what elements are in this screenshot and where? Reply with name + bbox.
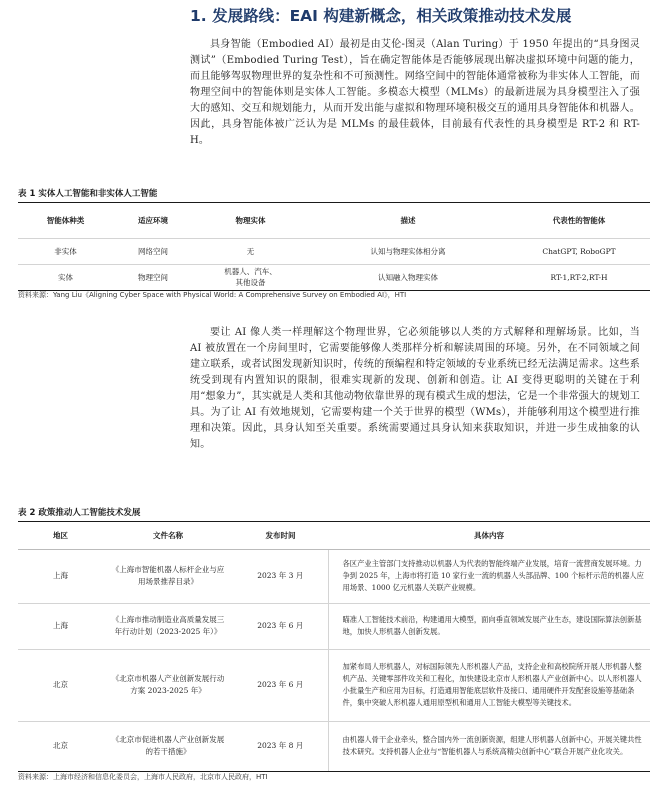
content-cell: 各区产业主管部门支持推动以机器人为代表的智能终端产业发展，培育一流营商发展环境。力争到 2025 年，上海市将打造 10 家行业一流的机器人头部品牌、100 个标杆示范的机器人应用场景、1000 亿元机器人关联产业规模。 — [328, 549, 650, 603]
table-row — [18, 649, 650, 721]
date-cell: 2023 年 6 月 — [233, 649, 328, 721]
date-cell: 2023 年 6 月 — [233, 603, 328, 649]
table-cell: 网络空间 — [113, 238, 193, 264]
table2-header-row — [18, 523, 650, 549]
table1-header-row — [18, 204, 650, 238]
table2-title: 表 2 政策推动人工智能技术发展 — [18, 506, 650, 522]
table-row — [18, 238, 650, 264]
table-cell: 认知与物理实体相分离 — [308, 238, 508, 264]
table1-header: 适应环境 — [138, 216, 168, 226]
table-cell: 物理空间 — [113, 264, 193, 290]
region-cell: 北京 — [18, 649, 103, 721]
table1-header: 代表性的智能体 — [552, 216, 606, 226]
table-cell: 认知融入物理实体 — [308, 264, 508, 290]
table-cell: 实体 — [18, 264, 113, 290]
content-cell: 由机器人骨干企业牵头，整合国内外一流创新资源，组建人形机器人创新中心，开展关键共性技术研究。支持机器人企业与“智能机器人与系统高精尖创新中心”联合开展产业化攻关。 — [328, 721, 650, 771]
table1-title: 表 1 实体人工智能和非实体人工智能 — [18, 187, 650, 203]
table-row — [18, 549, 650, 603]
region-cell: 上海 — [18, 603, 103, 649]
document-cell: 《上海市智能机器人标杆企业与应用场景推荐目录》 — [103, 549, 233, 603]
table1 — [18, 204, 650, 291]
region-cell: 北京 — [18, 721, 103, 771]
table-cell: RT-1,RT-2,RT-H — [508, 264, 650, 290]
table1-header: 智能体种类 — [46, 216, 85, 226]
table2-source: 资料来源：上海市经济和信息化委员会，上海市人民政府，北京市人民政府，HTI — [18, 773, 268, 781]
table2 — [18, 523, 650, 772]
table-row — [18, 721, 650, 771]
table-cell: 无 — [193, 238, 308, 264]
table2-header: 具体内容 — [328, 523, 650, 549]
document-cell: 《北京市促进机器人产业创新发展的若干措施》 — [103, 721, 233, 771]
content-cell: 加紧布局人形机器人，对标国际领先人形机器人产品，支持企业和高校院所开展人形机器人整机产品、关键零部件攻关和工程化，加快建设北京市人形机器人产业创新中心。以人形机器人小批量生产和应用为目标，打造通用智能底层软件及接口、通用硬件开发配套设施等基础条件，集中突破人形机器人通用原型机和通用人工智能大模型等关键技术。 — [328, 649, 650, 721]
content-cell: 瞄准人工智能技术前沿，构建通用大模型，面向垂直领域发展产业生态，建设国际算法创新基地，加快人形机器人创新发展。 — [328, 603, 650, 649]
table2-header: 文件名称 — [103, 523, 233, 549]
table-row — [18, 603, 650, 649]
document-cell: 《北京市机器人产业创新发展行动方案 2023-2025 年》 — [103, 649, 233, 721]
document-cell: 《上海市推动制造业高质量发展三年行动计划（2023-2025 年）》 — [103, 603, 233, 649]
table2-header: 发布时间 — [233, 523, 328, 549]
table1-header: 描述 — [400, 216, 416, 226]
table-cell: 机器人、汽车、其他设备 — [193, 264, 308, 290]
table-cell: 非实体 — [18, 238, 113, 264]
table1-header: 物理实体 — [235, 216, 266, 226]
section-title: 1. 发展路线：EAI 构建新概念，相关政策推动技术发展 — [190, 7, 572, 25]
body-paragraph: 要让 AI 像人类一样理解这个物理世界，它必须能够以人类的方式解释和理解场景。比如，当 AI 被放置在一个房间里时，它需要能够像人类那样分析和解读周围的环境。另外，在不同领域之间建立联系，或者试图发现新知识时，传统的预编程和特定领域的专业系统已经无法满足需求。这些系统受到现有内置知识的限制，很难实现新的发现、创新和创造。让 AI 变得更聪明的关键在于利用“想象力”，其实就是人类和其他动物依靠世界的现有模式生成的想法，它是一个非常强大的规划工具。为了让 AI 有效地规划，它需要构建一个关于世界的模型（WMs），并能够利用这个模型进行推理和决策。因此，具身认知至关重要。系统需要通过具身认知来获取知识，并进一步生成抽象的认知。 — [190, 327, 640, 450]
date-cell: 2023 年 8 月 — [233, 721, 328, 771]
table-row — [18, 264, 650, 290]
intro-paragraph: 具身智能（Embodied AI）最初是由艾伦-图灵（Alan Turing）于 1950 年提出的“具身图灵测试”（Embodied Turing Test），旨在确定智能体是否能够展现出解决虚拟环境中问题的能力，而且能够驾驭物理世界的复杂性和不可预测性。网络空间中的智能体通常被称为非实体人工智能，而物理空间中的智能体则是实体人工智能。多模态大模型（MLMs）的最新进展为具身模型注入了强大的感知、交互和规划能力，从而开发出能与虚拟和物理环境积极交互的通用具身智能体和机器人。因此，具身智能体被广泛认为是 MLMs 的最佳载体，目前最有代表性的具身模型是 RT-2 和 RT-H。 — [190, 39, 640, 146]
table1-source: 资料来源：Yang Liu《Aligning Cyber Space with Physical World: A Comprehensive Survey on Embodied AI》，HTI — [18, 291, 407, 299]
table2-header: 地区 — [18, 523, 103, 549]
region-cell: 上海 — [18, 549, 103, 603]
date-cell: 2023 年 3 月 — [233, 549, 328, 603]
table-cell: ChatGPT, RoboGPT — [508, 238, 650, 264]
